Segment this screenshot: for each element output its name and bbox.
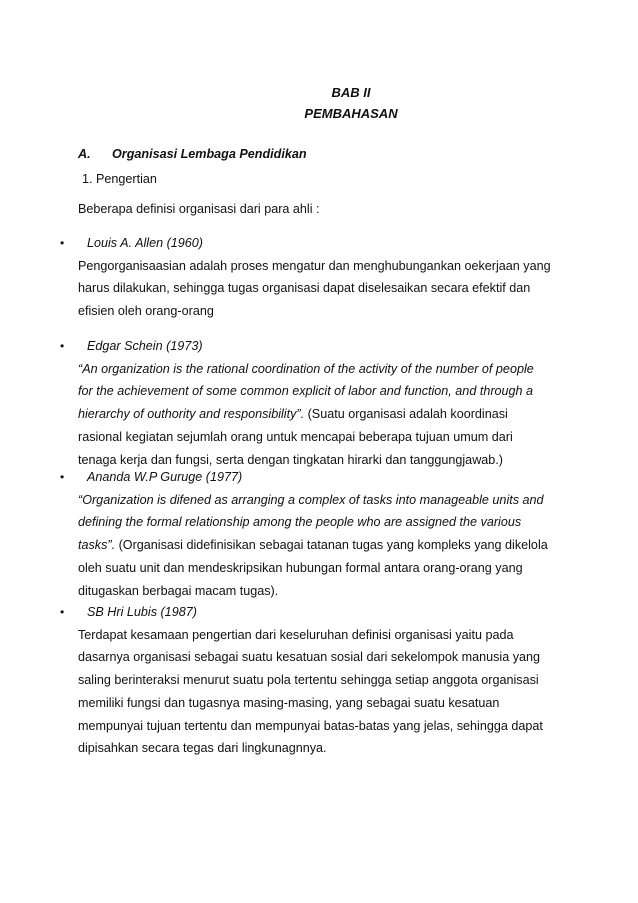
definition-text <box>78 624 568 761</box>
bullet-icon: • <box>60 470 65 484</box>
text-line: tenaga kerja dan fungsi, serta dengan tingkatan hirarki dan tanggungjawab.) <box>78 452 503 467</box>
subsection-heading: 1. Pengertian <box>82 172 157 186</box>
text-line: oleh suatu unit dan mendeskripsikan hubungan formal antara orang-orang yang <box>78 560 523 575</box>
definition-author: Ananda W.P Guruge (1977) <box>87 470 243 484</box>
text-line: harus dilakukan, sehingga tugas organisasi dapat diselesaikan secara efektif dan <box>78 281 531 296</box>
text-line: Pengorganisaasian adalah proses mengatur dan menghubungankan oekerjaan yang <box>78 258 551 273</box>
bullet-icon: • <box>60 339 65 353</box>
definition-author: SB Hri Lubis (1987) <box>87 605 197 619</box>
section-heading <box>78 147 307 161</box>
bullet-icon: • <box>60 236 65 250</box>
quote-line: for the achievement of some common explicit of labor and function, and through a <box>78 384 534 399</box>
chapter-subtitle: PEMBAHASAN <box>304 106 398 121</box>
quote-line: defining the formal relationship among the people who are assigned the various <box>78 515 522 530</box>
quote-line: “Organization is difened as arranging a complex of tasks into manageable units and <box>78 492 544 507</box>
quote-line: hierarchy of outhority and responsibility”. <box>78 407 305 422</box>
section-title: Organisasi Lembaga Pendidikan <box>112 147 307 161</box>
definition-author: Edgar Schein (1973) <box>87 339 203 353</box>
text-line: rasional kegiatan sejumlah orang untuk mencapai beberapa tujuan umum dari <box>78 429 513 444</box>
text-line: (Suatu organisasi adalah koordinasi <box>304 407 508 422</box>
quote-line: tasks”. <box>78 538 116 553</box>
text-line: ditugaskan berbagai macam tugas). <box>78 583 279 598</box>
quote-line: “An organization is the rational coordination of the activity of the number of people <box>78 361 534 376</box>
text-line: dasarnya organisasi sebagai suatu kesatuan sosial dari sekelompok manusia yang <box>78 650 541 665</box>
bullet-icon: • <box>60 605 65 619</box>
definition-text <box>78 489 568 603</box>
text-line: memiliki fungsi dan tugasnya masing-masing, yang sebagai suatu kesatuan <box>78 695 500 710</box>
text-line: dipisahkan secara tegas dari lingkunagnnya. <box>78 741 327 756</box>
definition-text <box>78 358 568 472</box>
text-line: mempunyai tujuan tertentu dan mempunyai batas-batas yang jelas, sehingga dapat <box>78 718 543 733</box>
intro-text: Beberapa definisi organisasi dari para ahli : <box>78 202 320 216</box>
text-line: (Organisasi didefinisikan sebagai tatanan tugas yang kompleks yang dikelola <box>115 538 548 553</box>
text-line: efisien oleh orang-orang <box>78 304 214 319</box>
text-line: Terdapat kesamaan pengertian dari keseluruhan definisi organisasi yaitu pada <box>78 627 514 642</box>
section-number: A. <box>78 147 91 161</box>
definition-text <box>78 255 568 323</box>
definition-author: Louis A. Allen (1960) <box>87 236 203 250</box>
text-line: saling berinteraksi menurut suatu pola tertentu sehingga setiap anggota organisasi <box>78 673 539 688</box>
chapter-title: BAB II <box>331 85 371 100</box>
